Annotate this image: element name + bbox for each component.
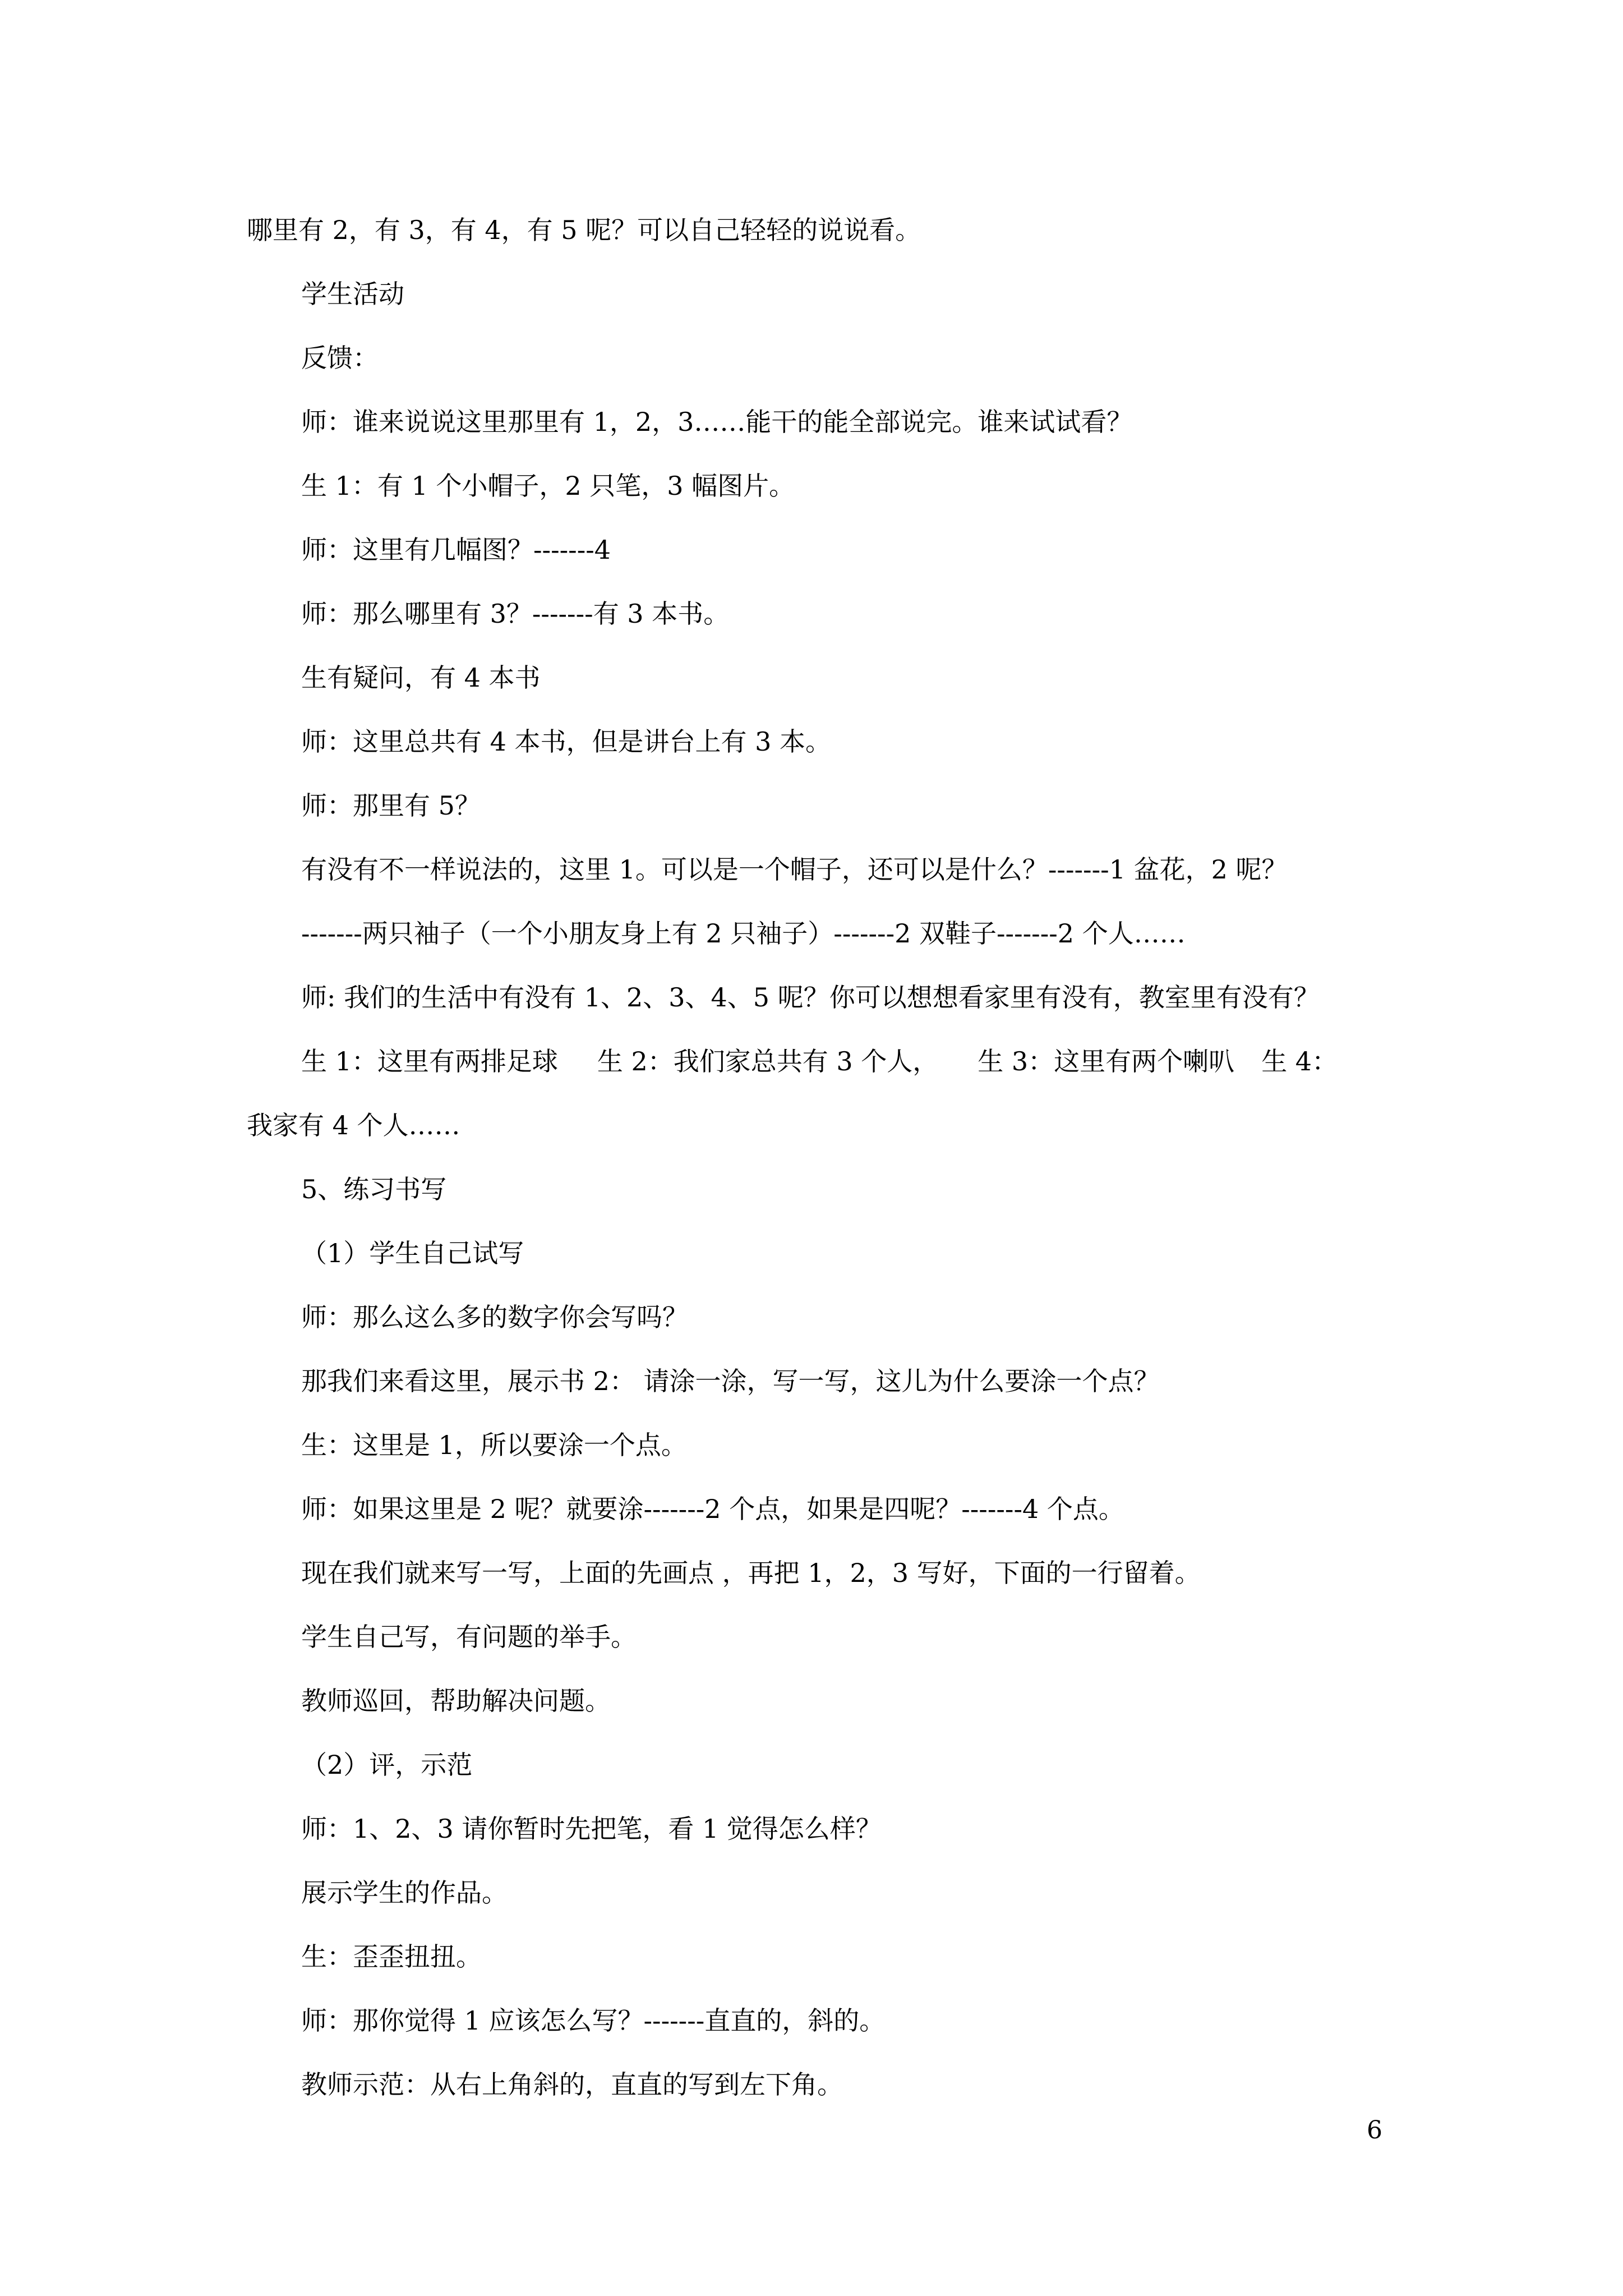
page-number: 6 (1367, 2116, 1382, 2145)
student-answer-2: 生 2：我们家总共有 3 个人， (597, 1046, 939, 1076)
text-line: 学生活动 (301, 279, 404, 309)
text-line: 教师巡回，帮助解决问题。 (301, 1686, 611, 1716)
text-line: 师：1、2、3 请你暂时先把笔，看 1 觉得怎么样？ (301, 1814, 882, 1844)
text-line: 生：这里是 1，所以要涂一个点。 (301, 1430, 687, 1460)
text-line: 反馈： (301, 343, 379, 373)
student-answer-4: 生 4： (1261, 1046, 1338, 1076)
text-line: 那我们来看这里，展示书 2： 请涂一涂，写一写，这儿为什么要涂一个点？ (301, 1366, 1160, 1396)
text-line: 生：歪歪扭扭。 (301, 1941, 482, 1972)
text-line: 师：那么这么多的数字你会写吗？ (301, 1302, 688, 1332)
text-line: 展示学生的作品。 (301, 1878, 508, 1908)
text-line: 哪里有 2，有 3，有 4，有 5 呢？可以自己轻轻的说说看。 (247, 215, 921, 245)
text-line: 师：那你觉得 1 应该怎么写？-------直直的，斜的。 (301, 2005, 886, 2036)
text-line: 师：这里总共有 4 本书，但是讲台上有 3 本。 (301, 726, 832, 757)
text-line: 师：如果这里是 2 呢？就要涂-------2 个点，如果是四呢？-------4 个点。 (301, 1494, 1124, 1524)
text-line: 现在我们就来写一写，上面的先画点 ，再把 1，2，3 写好，下面的一行留着。 (301, 1558, 1201, 1588)
text-line: 学生自己写，有问题的举手。 (301, 1622, 637, 1652)
text-line: 师：那里有 5？ (301, 790, 481, 821)
text-line: 我家有 4 个人…… (247, 1110, 460, 1140)
section-heading: 5、练习书写 (301, 1174, 447, 1204)
text-line: 教师示范：从右上角斜的，直直的写到左下角。 (301, 2069, 843, 2100)
text-line: 师: 我们的生活中有没有 1、2、3、4、5 呢？你可以想想看家里有没有，教室里有没有？ (301, 982, 1320, 1013)
subsection-heading: （1）学生自己试写 (301, 1238, 524, 1268)
text-line: 师：那么哪里有 3？-------有 3 本书。 (301, 599, 730, 629)
text-line: 有没有不一样说法的，这里 1。可以是一个帽子，还可以是什么？-------1 盆花，2 呢？ (301, 854, 1288, 885)
student-answer-3: 生 3：这里有两个喇叭 (978, 1046, 1235, 1076)
text-line: 生 1：有 1 个小帽子，2 只笔，3 幅图片。 (301, 471, 795, 501)
text-line: 生有疑问，有 4 本书 (301, 662, 541, 693)
text-line: 师：这里有几幅图？-------4 (301, 535, 611, 565)
text-line: -------两只袖子（一个小朋友身上有 2 只袖子）-------2 双鞋子-------2 个人…… (301, 918, 1186, 949)
student-answers-line (301, 1045, 1338, 1078)
student-answer-1: 生 1：这里有两排足球 (301, 1046, 558, 1076)
subsection-heading: （2）评，示范 (301, 1750, 473, 1780)
text-line: 师：谁来说说这里那里有 1，2，3……能干的能全部说完。谁来试试看？ (301, 407, 1133, 437)
